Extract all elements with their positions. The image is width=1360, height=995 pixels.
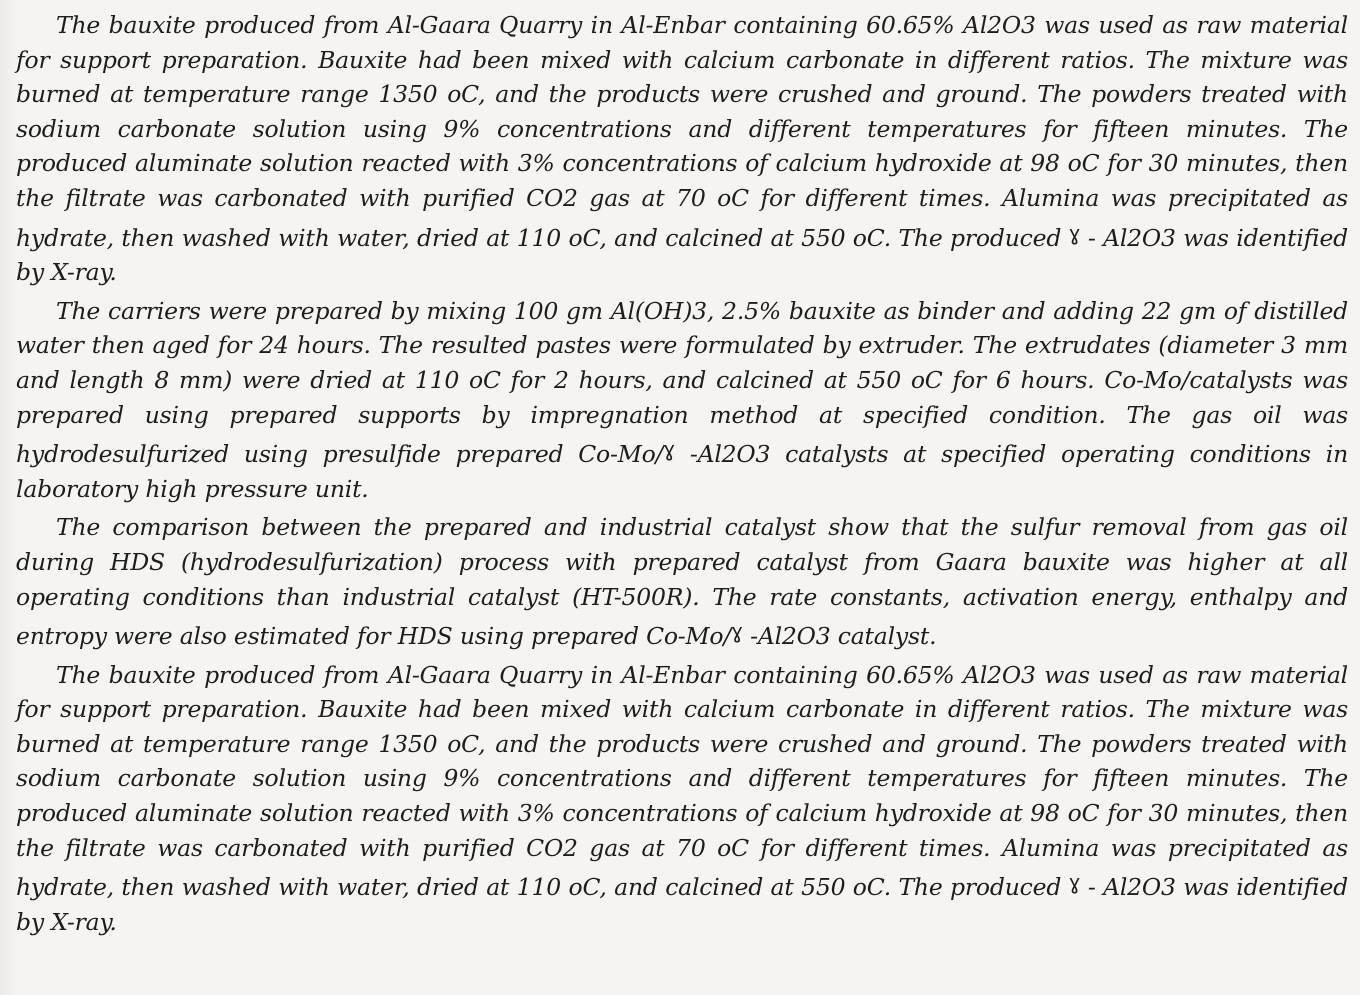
- paragraph-2-text-b: -Al2O3 catalysts at specified operating conditions in laboratory high pressure unit.: [16, 440, 1349, 503]
- paragraph-1-text-b: - Al2O3 was identified by X-ray.: [16, 223, 1348, 287]
- paragraph-3-text-b: -Al2O3 catalyst.: [742, 622, 937, 651]
- gamma-symbol: ɣ: [1068, 220, 1081, 245]
- abstract-text: [16, 8, 1348, 943]
- paragraph-3-text-a: The comparison between the prepared and industrial catalyst show that the sulfur removal from gas oil during HDS (hydrodesulfurization) process with prepared catalyst from Gaara bauxite was higher at all operating conditions than industrial catalyst (HT-500R). The rate constants, activation energy, enthalpy and entropy were also estimated for HDS using prepared Co-Mo/: [16, 513, 1348, 651]
- paragraph-2-text-a: The carriers were prepared by mixing 100 gm Al(OH)3, 2.5% bauxite as binder and adding 22 gm of distilled water then aged for 24 hours. The resulted pastes were formulated by extruder. The extrudates (diameter 3 mm and length 8 mm) were dried at 110 oC for 2 hours, and calcined at 550 oC for 6 hours. Co-Mo/catalysts was prepared using prepared supports by impregnation method at specified condition. The gas oil was hydrodesulfurized using presulfide prepared Co-Mo/: [16, 296, 1348, 469]
- paragraph-4-text-b: - Al2O3 was identified by X-ray.: [16, 873, 1348, 936]
- gamma-symbol: ɣ: [663, 437, 675, 462]
- paragraph-4-text-a: The bauxite produced from Al-Gaara Quarry in Al-Enbar containing 60.65% Al2O3 was used as raw material for support preparation. Bauxite had been mixed with calcium carbonate in different ratios. The mixture was burned at temperature range 1350 oC, and the products were crushed and ground. The powders treated with sodium carbonate solution using 9% concentrations and different temperatures for fifteen minutes. The produced aluminate solution reacted with 3% concentrations of calcium hydroxide at 98 oC for 30 minutes, then the filtrate was carbonated with purified CO2 gas at 70 oC for different times. Alumina was precipitated as hydrate, then washed with water, dried at 110 oC, and calcined at 550 oC. The produced: [16, 660, 1348, 902]
- paragraph-2: [16, 294, 1348, 507]
- paragraph-1-text-a: The bauxite produced from Al-Gaara Quarry in Al-Enbar containing 60.65% Al2O3 was used as raw material for support preparation. Bauxite had been mixed with calcium carbonate in different ratios. The mixture was burned at temperature range 1350 oC, and the products were crushed and ground. The powders treated with sodium carbonate solution using 9% concentrations and different temperatures for fifteen minutes. The produced aluminate solution reacted with 3% concentrations of calcium hydroxide at 98 oC for 30 minutes, then the filtrate was carbonated with purified CO2 gas at 70 oC for different times. Alumina was precipitated as hydrate, then washed with water, dried at 110 oC, and calcined at 550 oC. The produced: [16, 11, 1348, 252]
- gamma-symbol: ɣ: [731, 619, 743, 644]
- paragraph-4: [16, 658, 1348, 940]
- gamma-symbol: ɣ: [1068, 870, 1081, 895]
- paragraph-1: [16, 8, 1348, 290]
- paragraph-3: [16, 510, 1348, 653]
